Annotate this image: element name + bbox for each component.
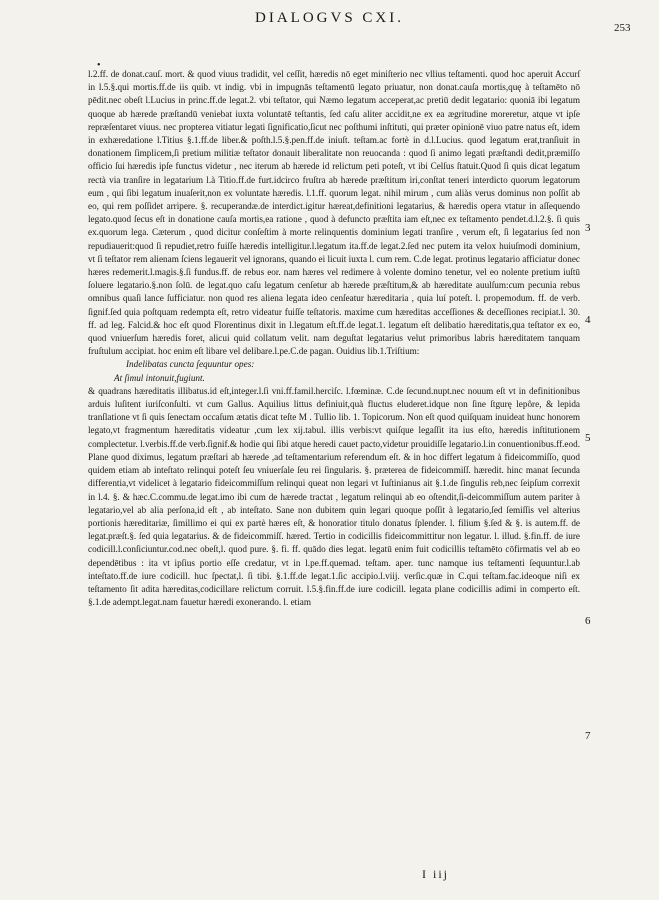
body-text	[88, 68, 580, 609]
paragraph-marker: •	[97, 60, 101, 71]
folio-number: 253	[614, 22, 631, 34]
paragraph-1: l.2.ff. de donat.cauſ. mort. & quod viuus tradidit, vel ceſſit, hæredis nō eget miniſterio nec vllius teſtamenti. quod hoc aperuit Accurſ in l.5.§.qui mortis.ff.de iis quib. vt indig. vbi in impugnās teſtamentū legato priuatur, non donat.cauſa mortis,quę à teſtamēto nō pēdit.nec obeſt l.Lucius in princ.ff.de legat.2. vbi teſtator, qui Næmo legatum acceperat,ac pretiū dedit legatario: quoniā ibi legatum quoque ab hærede præſtandū veniebat iuxta voluntatē teſtantis, ſed caſu aliter accidit,ne ex ea ægritudine moreretur, atque vt ipſe repræſentaret viuus. nec propterea vitiatur legati ſignificatio,ſicut nec poſthumi inſtituti, qui præter opinionē viuo patre natus eſt, idem in exhæredatione l.Titius §.1.ff.de liber.& poſth.l.5.§.pen.ff.de iniuſt. teſtam.ac fortè in d.l.Lucius. quod legatum erat,tranſiuit in donationem ſimplicem,ſi pretium militiæ teſtator donauit liberalitate non reuocanda : quod ſi animo legati præſtandi dedit,præmiſſo officio ſui hæredis ipſe functus videtur , nec iterum ab hærede id relictum peti poteſt, vt ibi Celſus ſtatuit.Quod ſi quis dicat legatum rectà via tranſire in legatarium l.à Titio.ff.de furt.idcirco fruſtra ab hærede præſtitum iri,conſtat teneri interdicto quorum legatorum eum , qui ſibi legatum inuaſerit,non ex voluntate hæredis. l.1.ff. quorum legat. nihil mirum , cum aliàs verus dominus non poſſit ab eo, qui rem poſſidet arripere. §. recuperandæ.de interdict.igitur hæreat,definitioni legatarius, & hæredis opera vtatur in aſſequendo legato.quod ſecus eſt in donatione cauſa mortis,ea ratione , quod à defuncto præſtita iam eſt,nec ex teſtamento pendet.d.l.2.§. ſi quis ex.quorum lega. Cæterum , quod dicitur conſeſtim à morte relinquentis dominium legati tranſire , verum eſt, ſi legatarius ſed non repudiauerit:quod ſi repudiet,retro fuiſſe hæredis intelligitur.l.legatum ita.ff.de legat.2.ſed nec putem ita velox huiuſmodi dominium, vt ſi teſtator rem alienam ſciens legauerit vel ignorans, quando ei licuit iuxta l. cum rem. C.de legat. protinus legatario afficiatur donec hæres redemerit.l.magis.§.ſi fundus.ff. de rebus eor. nam hæres vel redimere à volente domino tenetur, vel eo nolente pretium iuſtū ſoluere legatario.§.non ſolū. de legat.quo caſu legatum cenſetur ab hærede præſtitum,& ab hæreditate auulſum:cum pecunia rebus omnibus quaſi lance ſufficiatur. non quod res aliena legata ideo cenſeatur hæreditaria , quia luí poteſt. l. propemodum. ff. de verb. ſignif.ſed quia poſtquam redempta eſt, retro videatur fuiſſe teſtatoris. maxime cum hæreditas acceſſiones & deceſſiones recipiat.l. 30. ff. ad leg. Falcid.& hoc eſt quod Florentinus dixit in l.legatum eſt.ff.de legat.1. legatum eſt delibatio hæreditatis,qua teſtator ex eo, quod vniuerſum hæredis foret, alicui quid collatum velit. nam deguſtat legatarius velut primoribus labris hæreditatem tanquam fruſtulum accipiat. hoc enim eſt libare vel delibare.l.pe.C.de pagan. Ouidius lib.1.Triſtium:	[88, 69, 580, 357]
paragraph-2: & quadrans hæreditatis illibatus.id eſt,integer.l.ſi vni.ff.famil.hercìſc. l.fœminæ. C.de ſecund.nupt.nec nouum eſt vt in definitionibus arduis luſitent iuriſconſulti. vt cum Gallus. Aquilius littus definiuit,quà fluctus eluderet.idque non ſine ſtgurę lepôre, & lepida tranſlatione vt ſi quis ſenectam occaſum ætatis dicat teſte M . Tullio lib. 1. Topicorum. Non eſt quod quiſquam inuideat hunc honorem legato,vt fragmentum hæreditatis videatur ,cum lex xij.tabul. illis verbis:vt quiſque legaſſit ita ius eſto, hæredis inſtitutionem complectetur. l.verbis.ff.de verb.ſignif.& hodie qui ſibi atque heredi cauet pacto,videtur prouidiſſe legatario.l.in conuentionibus.ff.eod. Plane quod diximus, legatum præſtari ab hærede ,ad teſtamentarium referendum eſt. & in hoc differt legatum à fideicommiſſo, quod quidem etiam ab inteſtato relinqui poteſt ſeu vniuerſale ſeu rei ſingularis. §. præterea de fideicommiſſ. hæredit. hinc manat ſecunda differentia,vt videlicet à legatario fideicommiſſum relinqui queat non legari vt Iuſtinianus ait §.1.de ſingulis reb,nec ſeipſum correxit in l.4. §. & hæc.C.commu.de legat.imo ibi cum de hærede tractat , legatum relinqui ab eo oſtendit,ſi-deicommiſſum autem pariter à legatario,vel ab alia perſona,id eſt , ab inteſtato. Sane non dubitem quin legari quoque poſſit à legatario,ſed ſemiſſis vel alterius portionis hæreditariæ, ſimillimo ei qui ex partè hæres eſt, & honoratior titulo donatus ſplender. l. filium §.ſed & §. is autem.ff. de legat.præſt.§. ſed quia legatarius. & de fideicommiſſ. hæred. Tertio in codicillis fideicommittitur non legatur. l. illud. §.fin.ff. de iure codicill.l.conſiciuntur.cod.nec obeſt,l. quod pure. §. fi. ff. quādo dies legat. legatū enim fuit codicillis teſtamēto cōfirmatis vel ab eo dependētibus : ita vt ipſius portio eſſe credatur, vt in l.pe.ff.quemad. teſtam. aper. tunc namque ius teſtamenti ſequuntur.l.ab inteſtato.ff.de iure codicill. huc ſpectat,l. ſi tibi. §.1.ff.de legat.1.ſic accipio.l.viij. verſic.quæ in C.qui teſtam.fac.ideoque niſi ex teſtamento ſit adita hæreditas,codicillare relictum corruit. l.5.§.fin.ff.de iure codicill. legata plane codicillis adimi in comperto eſt. §.1.de adempt.legat.nam fauetur hæredi exonerando. l. etiam	[88, 385, 580, 608]
margin-number-3: 3	[585, 222, 591, 234]
verse-line-2: At ſimul intonuit,fugiunt.	[114, 372, 205, 383]
margin-number-5: 5	[585, 432, 591, 444]
margin-number-7: 7	[585, 730, 591, 742]
margin-number-4: 4	[585, 314, 591, 326]
margin-number-6: 6	[585, 615, 591, 627]
signature-mark: I iij	[422, 867, 449, 881]
verse-line-1: Indelibatas cuncta ſequuntur opes:	[126, 359, 255, 370]
running-head: DIALOGVS CXI.	[255, 10, 404, 26]
